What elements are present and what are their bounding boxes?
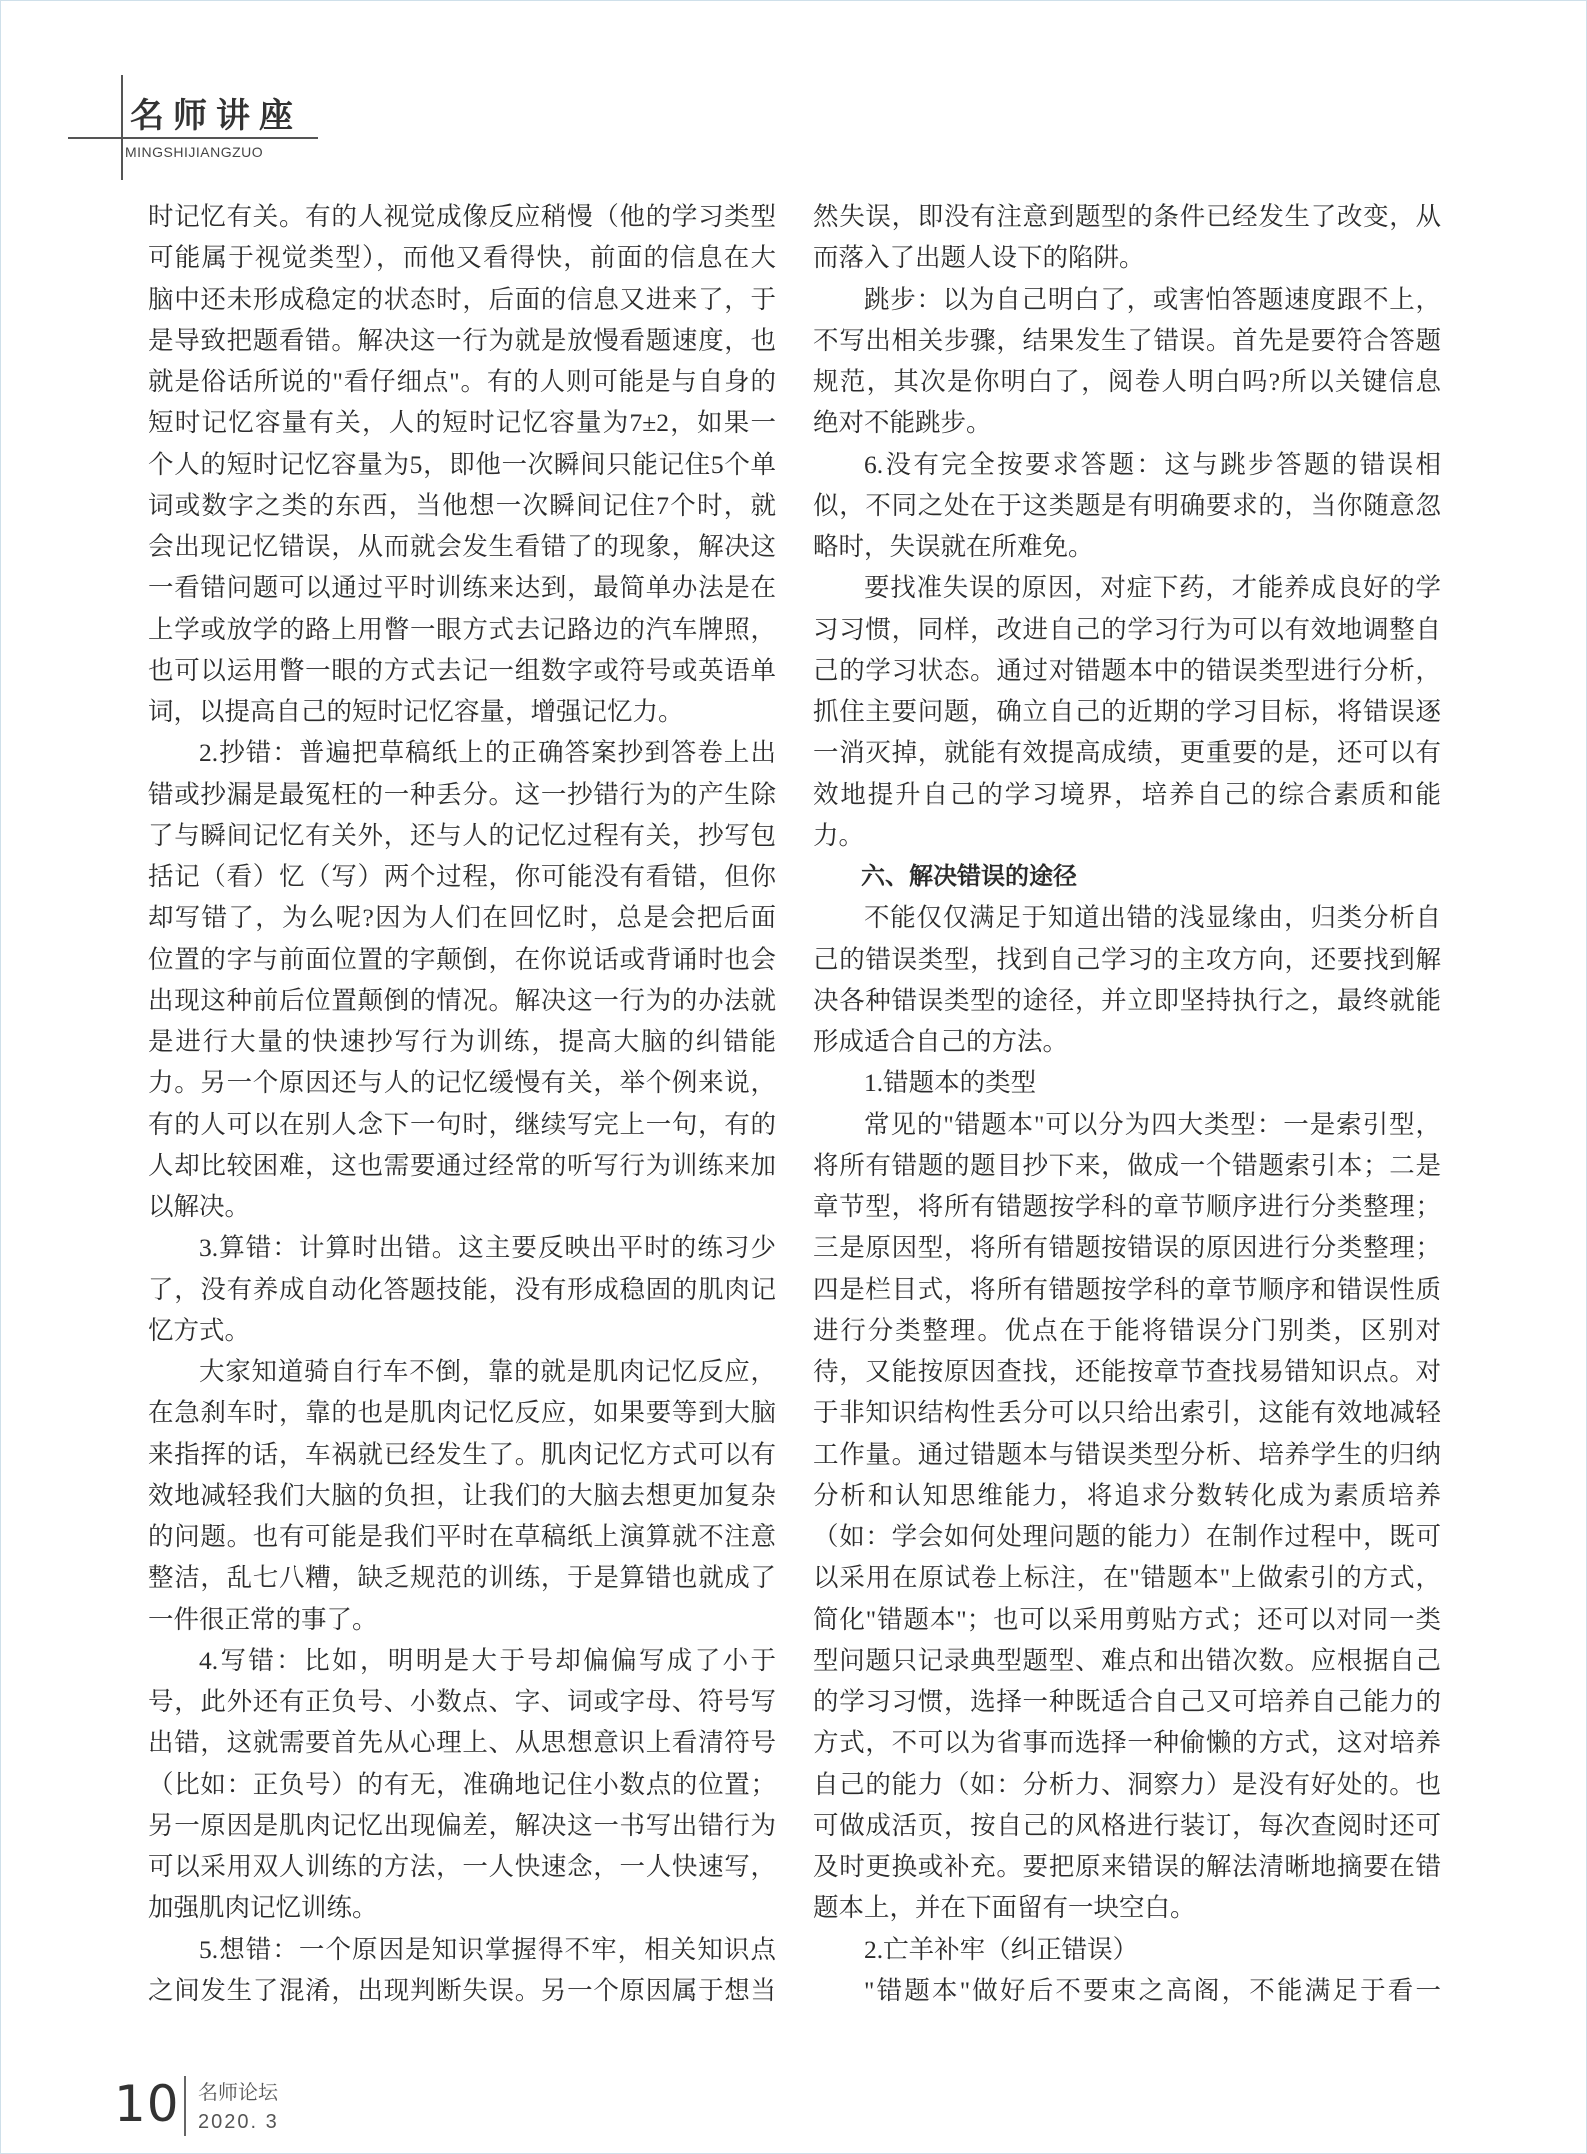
text-line: 要找准失误的原因，对症下药，才能养成良好的学 bbox=[864, 573, 1441, 603]
paragraph bbox=[148, 1227, 776, 1351]
text-line: 2.亡羊补牢（纠正错误） bbox=[864, 1934, 1139, 1964]
paragraph bbox=[148, 1929, 776, 2012]
text-line: 个人的短时记忆容量为5，即他一次瞬间只能记住5个单 bbox=[148, 449, 776, 479]
text-line: 大家知道骑自行车不倒，靠的就是肌肉记忆反应， bbox=[199, 1357, 776, 1386]
text-line: 以解决。 bbox=[148, 1192, 251, 1221]
text-line: （比如：正负号）的有无，准确地记住小数点的位置； bbox=[148, 1769, 776, 1799]
text-column bbox=[813, 196, 1441, 2011]
text-line: 在急刹车时，靠的也是肌肉记忆反应，如果要等到大脑 bbox=[148, 1398, 776, 1428]
text-line: 可能属于视觉类型），而他又看得快，前面的信息在大 bbox=[148, 243, 776, 273]
issue-date: 2020. 3 bbox=[198, 2111, 279, 2133]
text-line: 抓住主要问题，确立自己的近期的学习目标，将错误逐 bbox=[813, 697, 1441, 726]
text-line: 效地提升自己的学习境界，培养自己的综合素质和能 bbox=[813, 779, 1441, 809]
text-line: 不能仅仅满足于知道出错的浅显缘由，归类分析自 bbox=[864, 903, 1441, 933]
page-number: 10 bbox=[114, 2075, 180, 2133]
text-line: 规范，其次是你明白了，阅卷人明白吗?所以关键信息 bbox=[813, 367, 1441, 396]
text-line: 己的错误类型，找到自己学习的主攻方向，还要找到解 bbox=[813, 944, 1441, 974]
text-line: 就是俗话所说的"看仔细点"。有的人则可能是与自身的 bbox=[148, 367, 776, 396]
text-line: 的学习习惯，选择一种既适合自己又可培养自己能力的 bbox=[813, 1687, 1441, 1716]
paragraph bbox=[813, 1929, 1441, 1970]
text-line: "错题本"做好后不要束之高阁，不能满足于看一 bbox=[864, 1975, 1441, 2005]
text-line: 效地减轻我们大脑的负担，让我们的大脑去想更加复杂 bbox=[148, 1480, 776, 1510]
text-line: 词，以提高自己的短时记忆容量，增强记忆力。 bbox=[148, 697, 684, 726]
text-line: 可以采用双人训练的方法，一人快速念，一人快速写， bbox=[148, 1852, 776, 1881]
text-line: 了与瞬间记忆有关外，还与人的记忆过程有关，抄写包 bbox=[148, 820, 776, 850]
text-line: 进行分类整理。优点在于能将错误分门别类，区别对 bbox=[813, 1315, 1441, 1345]
text-line: 短时记忆容量有关，人的短时记忆容量为7±2，如果一 bbox=[148, 408, 776, 438]
text-line: 形成适合自己的方法。 bbox=[813, 1027, 1069, 1056]
text-line: 章节型，将所有错题按学科的章节顺序进行分类整理； bbox=[813, 1192, 1441, 1221]
text-line: 将所有错题的题目抄下来，做成一个错题索引本；二是 bbox=[813, 1150, 1441, 1180]
footer-divider bbox=[184, 2076, 186, 2136]
paragraph bbox=[148, 196, 776, 732]
text-line: 习习惯，同样，改进自己的学习行为可以有效地调整自 bbox=[813, 614, 1441, 644]
text-line: 己的学习状态。通过对错题本中的错误类型进行分析， bbox=[813, 655, 1441, 685]
text-line: 是导致把题看错。解决这一行为就是放慢看题速度，也 bbox=[148, 325, 776, 355]
text-line: 及时更换或补充。要把原来错误的解法清晰地摘要在错 bbox=[813, 1852, 1441, 1881]
header-horizontal-rule bbox=[68, 137, 318, 139]
text-line: 之间发生了混淆，出现判断失误。另一个原因属于想当 bbox=[148, 1975, 776, 2005]
text-line: 方式，不可以为省事而选择一种偷懒的方式，这对培养 bbox=[813, 1728, 1441, 1758]
paragraph bbox=[813, 196, 1441, 279]
text-line: 自己的能力（如：分析力、洞察力）是没有好处的。也 bbox=[813, 1769, 1441, 1799]
text-line: 而落入了出题人设下的陷阱。 bbox=[813, 243, 1145, 273]
text-line: 4.写错：比如，明明是大于号却偏偏写成了小于 bbox=[199, 1645, 776, 1675]
text-line: 六、解决错误的途径 bbox=[861, 862, 1077, 890]
text-line: 错或抄漏是最冤枉的一种丢分。这一抄错行为的产生除 bbox=[148, 779, 776, 809]
text-line: 可做成活页，按自己的风格进行装订，每次查阅时还可 bbox=[813, 1810, 1441, 1840]
paragraph bbox=[813, 1062, 1441, 1103]
text-line: 三是原因型，将所有错题按错误的原因进行分类整理； bbox=[813, 1233, 1441, 1263]
text-line: 2.抄错：普遍把草稿纸上的正确答案抄到答卷上出 bbox=[199, 738, 776, 768]
text-line: 一件很正常的事了。 bbox=[148, 1604, 378, 1634]
text-line: 加强肌肉记忆训练。 bbox=[148, 1893, 378, 1923]
text-line: 来指挥的话，车祸就已经发生了。肌肉记忆方式可以有 bbox=[148, 1439, 776, 1469]
text-line: 力。另一个原因还与人的记忆缓慢有关，举个例来说， bbox=[148, 1068, 776, 1098]
text-line: 一看错问题可以通过平时训练来达到，最简单办法是在 bbox=[148, 573, 776, 603]
column-title: 名师讲座 bbox=[130, 96, 302, 136]
text-line: 分析和认知思维能力，将追求分数转化成为素质培养 bbox=[813, 1480, 1441, 1510]
paragraph bbox=[148, 732, 776, 1227]
text-line: 6.没有完全按要求答题：这与跳步答题的错误相 bbox=[864, 449, 1441, 479]
text-line: 四是栏目式，将所有错题按学科的章节顺序和错误性质 bbox=[813, 1274, 1441, 1304]
text-line: 出错，这就需要首先从心理上、从思想意识上看清符号 bbox=[148, 1728, 776, 1758]
text-line: 跳步：以为自己明白了，或害怕答题速度跟不上， bbox=[864, 284, 1441, 314]
journal-name: 名师论坛 bbox=[198, 2080, 278, 2104]
text-line: 5.想错：一个原因是知识掌握得不牢，相关知识点 bbox=[199, 1934, 776, 1964]
text-line: 1.错题本的类型 bbox=[864, 1068, 1037, 1098]
text-line: 会出现记忆错误，从而就会发生看错了的现象，解决这 bbox=[148, 532, 776, 561]
text-line: 有的人可以在别人念下一句时，继续写完上一句，有的 bbox=[148, 1109, 776, 1139]
paragraph bbox=[813, 897, 1441, 1062]
text-line: 一消灭掉，就能有效提高成绩，更重要的是，还可以有 bbox=[813, 738, 1441, 768]
text-line: 脑中还未形成稳定的状态时，后面的信息又进来了，于 bbox=[148, 284, 776, 314]
text-line: 整洁，乱七八糟，缺乏规范的训练，于是算错也就成了 bbox=[148, 1563, 776, 1593]
text-line: 却写错了，为么呢?因为人们在回忆时，总是会把后面 bbox=[148, 903, 776, 933]
paragraph bbox=[813, 567, 1441, 856]
paragraph bbox=[813, 444, 1441, 568]
paragraph bbox=[148, 1640, 776, 1929]
paragraph bbox=[813, 1104, 1441, 1929]
text-line: 以采用在原试卷上标注，在"错题本"上做索引的方式， bbox=[813, 1563, 1441, 1593]
text-line: 括记（看）忆（写）两个过程，你可能没有看错，但你 bbox=[148, 862, 776, 891]
text-line: 词或数字之类的东西，当他想一次瞬间记住7个时，就 bbox=[148, 490, 776, 520]
text-line: 绝对不能跳步。 bbox=[813, 408, 992, 438]
text-line: 力。 bbox=[813, 820, 865, 850]
text-line: 题本上，并在下面留有一块空白。 bbox=[813, 1893, 1196, 1923]
text-line: 于非知识结构性丢分可以只给出索引，这能有效地减轻 bbox=[813, 1398, 1441, 1428]
text-line: 了，没有养成自动化答题技能，没有形成稳固的肌肉记 bbox=[148, 1274, 776, 1304]
text-line: 似，不同之处在于这类题是有明确要求的，当你随意忽 bbox=[813, 490, 1441, 520]
text-line: 位置的字与前面位置的字颠倒，在你说话或背诵时也会 bbox=[148, 944, 776, 974]
text-column bbox=[148, 196, 776, 2011]
text-line: 的问题。也有可能是我们平时在草稿纸上演算就不注意 bbox=[148, 1522, 776, 1551]
text-line: 常见的"错题本"可以分为四大类型：一是索引型， bbox=[864, 1109, 1441, 1139]
text-line: 是进行大量的快速抄写行为训练，提高大脑的纠错能 bbox=[148, 1027, 776, 1056]
column-title-pinyin: MINGSHIJIANGZUO bbox=[125, 144, 264, 160]
text-line: 决各种错误类型的途径，并立即坚持执行之，最终就能 bbox=[813, 985, 1441, 1015]
text-line: 也可以运用瞥一眼的方式去记一组数字或符号或英语单 bbox=[148, 655, 776, 685]
text-line: 号，此外还有正负号、小数点、字、词或字母、符号写 bbox=[148, 1687, 776, 1716]
text-line: 3.算错：计算时出错。这主要反映出平时的练习少 bbox=[199, 1233, 776, 1263]
text-line: 略时，失误就在所难免。 bbox=[813, 532, 1094, 561]
text-line: 忆方式。 bbox=[148, 1315, 251, 1345]
text-line: 型问题只记录典型题型、难点和出错次数。应根据自己 bbox=[813, 1645, 1441, 1675]
text-line: 简化"错题本"；也可以采用剪贴方式；还可以对同一类 bbox=[813, 1604, 1441, 1634]
text-line: 人却比较困难，这也需要通过经常的听写行为训练来加 bbox=[148, 1150, 776, 1180]
text-line: （如：学会如何处理问题的能力）在制作过程中，既可 bbox=[813, 1522, 1441, 1551]
text-line: 上学或放学的路上用瞥一眼方式去记路边的汽车牌照， bbox=[148, 614, 776, 644]
header-vertical-rule bbox=[121, 75, 123, 180]
text-line: 待，又能按原因查找，还能按章节查找易错知识点。对 bbox=[813, 1357, 1441, 1386]
paragraph bbox=[813, 1970, 1441, 2011]
text-line: 然失误，即没有注意到题型的条件已经发生了改变，从 bbox=[813, 202, 1441, 231]
paragraph bbox=[148, 1351, 776, 1640]
paragraph bbox=[813, 279, 1441, 444]
text-line: 工作量。通过错题本与错误类型分析、培养学生的归纳 bbox=[813, 1439, 1441, 1469]
section-heading bbox=[813, 856, 1441, 897]
text-line: 不写出相关步骤，结果发生了错误。首先是要符合答题 bbox=[813, 325, 1441, 355]
text-line: 另一原因是肌肉记忆出现偏差，解决这一书写出错行为 bbox=[148, 1810, 776, 1840]
text-line: 出现这种前后位置颠倒的情况。解决这一行为的办法就 bbox=[148, 985, 776, 1015]
text-line: 时记忆有关。有的人视觉成像反应稍慢（他的学习类型 bbox=[148, 202, 776, 231]
